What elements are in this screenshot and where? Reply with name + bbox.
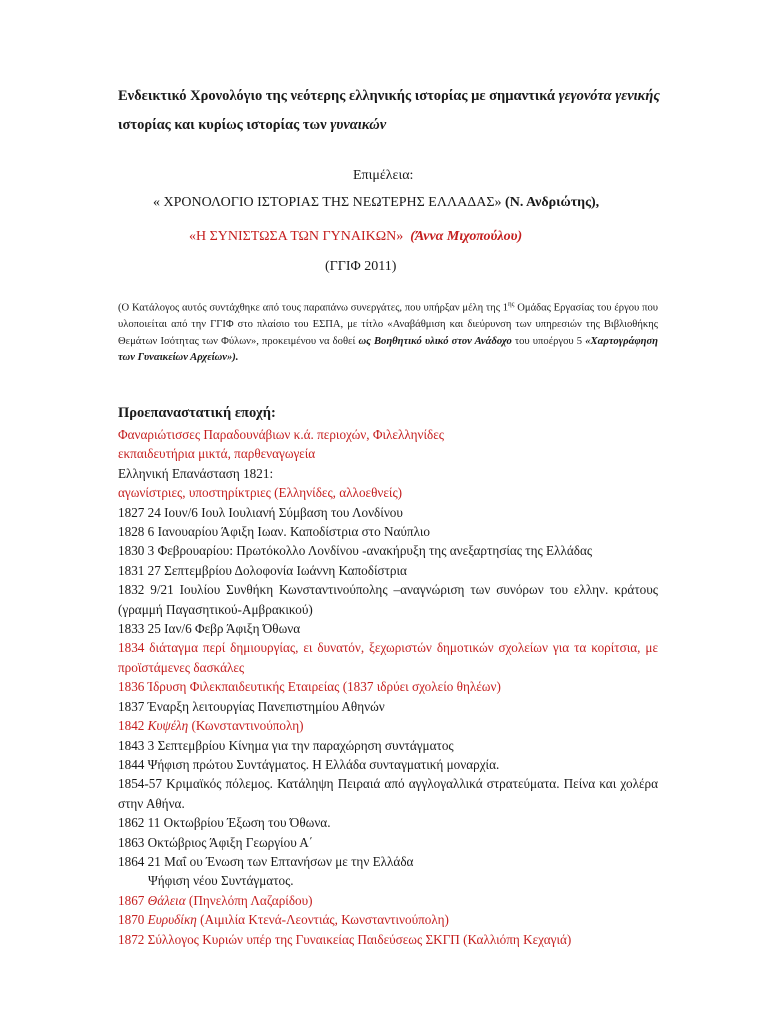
credits-author-2: (Άννα Μιχοπούλου) (410, 229, 523, 244)
heading-text-1: Ενδεικτικό Χρονολόγιο της νεότερης ελληνικής ιστορίας με σημαντικά (118, 88, 559, 104)
entry-periodical-title: Θάλεια (147, 892, 186, 908)
timeline-entry: 1844 Ψήφιση πρώτου Συντάγματος. Η Ελλάδα συνταγματική μοναρχία. (118, 756, 500, 772)
credits-author-1: (Ν. Ανδριώτης), (505, 195, 600, 210)
entry-year: 1867 (118, 892, 148, 908)
entry-detail: (Αιμιλία Κτενά-Λεοντιάς, Κωνσταντινούπολη) (196, 912, 449, 928)
timeline-entry: 1843 3 Σεπτεμβρίου Κίνημα για την παραχώρηση συντάγματος (118, 737, 454, 753)
timeline-entry: 1836 Ίδρυση Φιλεκπαιδευτικής Εταιρείας (1837 ιδρύει σχολείο θηλέων) (118, 679, 501, 695)
timeline-entry: 1862 11 Οκτωβρίου Έξωση του Όθωνα. (118, 815, 331, 831)
entry-detail: (Πηνελόπη Λαζαρίδου) (185, 892, 313, 908)
timeline-entry: 1830 3 Φεβρουαρίου: Πρωτόκολλο Λονδίνου -ανακήρυξη της ανεξαρτησίας της Ελλάδας (118, 543, 593, 559)
credits-line-2 (189, 228, 522, 246)
timeline-entry: 1864 21 Μαΐ ου Ένωση των Επτανήσων με την Ελλάδα (118, 853, 414, 869)
section-title: Προεπαναστατική εποχή: (118, 405, 276, 421)
timeline-list (118, 425, 658, 949)
timeline-entry: 1828 6 Ιανουαρίου Άφιξη Ιωαν. Καποδίστρια στο Ναύπλιο (118, 524, 430, 540)
timeline-entry: 1833 25 Ιαν/6 Φεβρ Άφιξη Όθωνα (118, 621, 301, 637)
note-text-1: (Ο Κατάλογος αυτός συντάχθηκε από τους παραπάνω συνεργάτες, που υπήρξαν μέλη της 1 (118, 302, 508, 314)
timeline-entry: 1854-57 Κριμαϊκός πόλεμος. Κατάληψη Πειραιά από αγγλογαλλικά στρατεύματα. Πείνα και χολέρα στην Αθήνα. (118, 776, 658, 811)
timeline-entry: 1827 24 Ιουν/6 Ιουλ Ιουλιανή Σύμβαση του Λονδίνου (118, 504, 403, 520)
note-paragraph (118, 296, 658, 367)
timeline-entry (118, 891, 658, 910)
timeline-entry: 1832 9/21 Ιουλίου Συνθήκη Κωνσταντινούπολης –αναγνώριση των συνόρων του ελλην. κράτους (γραμμή Παγασητικού-Αμβρακικού) (118, 582, 658, 617)
entry-detail: (Κωνσταντινούπολη) (188, 718, 304, 734)
timeline-entry: 1863 Οκτώβριος Άφιξη Γεωργίου Α΄ (118, 834, 314, 850)
heading-text-3: ιστορίας και κυρίως ιστορίας των (118, 117, 331, 133)
entry-year: 1870 (118, 912, 148, 928)
note-text-3: του υποέργου 5 (511, 335, 586, 347)
credits-title-2: «Η ΣΥΝΙΣΤΩΣΑ ΤΩΝ ΓΥΝΑΙΚΩΝ» (189, 229, 404, 244)
credits-label: Επιμέλεια: (353, 168, 414, 183)
timeline-entry: Ελληνική Επανάσταση 1821: (118, 465, 274, 481)
timeline-entry: Φαναριώτισσες Παραδουνάβιων κ.ά. περιοχών, Φιλελληνίδες (118, 427, 445, 442)
credits-line-1 (153, 194, 599, 212)
entry-periodical-title: Ευρυδίκη (147, 912, 197, 928)
entry-year: 1842 (118, 718, 148, 734)
entry-periodical-title: Κυψέλη (147, 718, 189, 734)
note-bold-2: «Χαρτογράφηση των Γυναικείων Αρχείων»). (118, 335, 658, 364)
heading-text-4: γυναικών (330, 117, 387, 133)
timeline-entry: 1872 Σύλλογος Κυριών υπέρ της Γυναικείας Παιδεύσεως ΣΚΓΠ (Καλλιόπη Κεχαγιά) (118, 931, 572, 947)
heading-text-2: γεγονότα γενικής (558, 88, 660, 104)
note-bold-1: ως Βοηθητικό υλικό στον Ανάδοχο (358, 335, 512, 347)
timeline-entry: 1834 διάταγμα περί δημιουργίας, ει δυνατόν, ξεχωριστών δημοτικών σχολείων για τα κορίτσια, με προϊστάμενες δασκάλες (118, 640, 658, 675)
timeline-entry: Ψήφιση νέου Συντάγματος. (148, 873, 294, 889)
timeline-entry (118, 910, 658, 929)
timeline-entry: 1837 Έναρξη λειτουργίας Πανεπιστημίου Αθηνών (118, 698, 385, 714)
document-heading (118, 82, 670, 140)
credits-title-1: « ΧΡΟΝΟΛΟΓΙΟ ΙΣΤΟΡΙΑΣ ΤΗΣ ΝΕΩΤΕΡΗΣ ΕΛΛΑΔΑΣ» (153, 195, 502, 210)
timeline-entry: 1831 27 Σεπτεμβρίου Δολοφονία Ιωάννη Καποδίστρια (118, 562, 407, 578)
timeline-entry: εκπαιδευτήρια μικτά, παρθεναγωγεία (118, 446, 316, 462)
note-superscript: ης (508, 300, 515, 308)
timeline-entry: αγωνίστριες, υποστηρίκτριες (Ελληνίδες, αλλοεθνείς) (118, 485, 403, 501)
timeline-entry (118, 716, 658, 735)
credits-line-3: (ΓΓΙΦ 2011) (325, 259, 397, 274)
note-text-2: Ομάδας Εργασίας του έργου που υλοποιείται από την ΓΓΙΦ στο πλαίσιο του ΕΣΠΑ, με τίτλο «Αναβάθμιση και διεύρυνση των υπηρεσιών της Βιβλιοθήκης Θεμάτων Ισότητας των Φύλων», προκειμένου να δοθεί (118, 302, 658, 347)
